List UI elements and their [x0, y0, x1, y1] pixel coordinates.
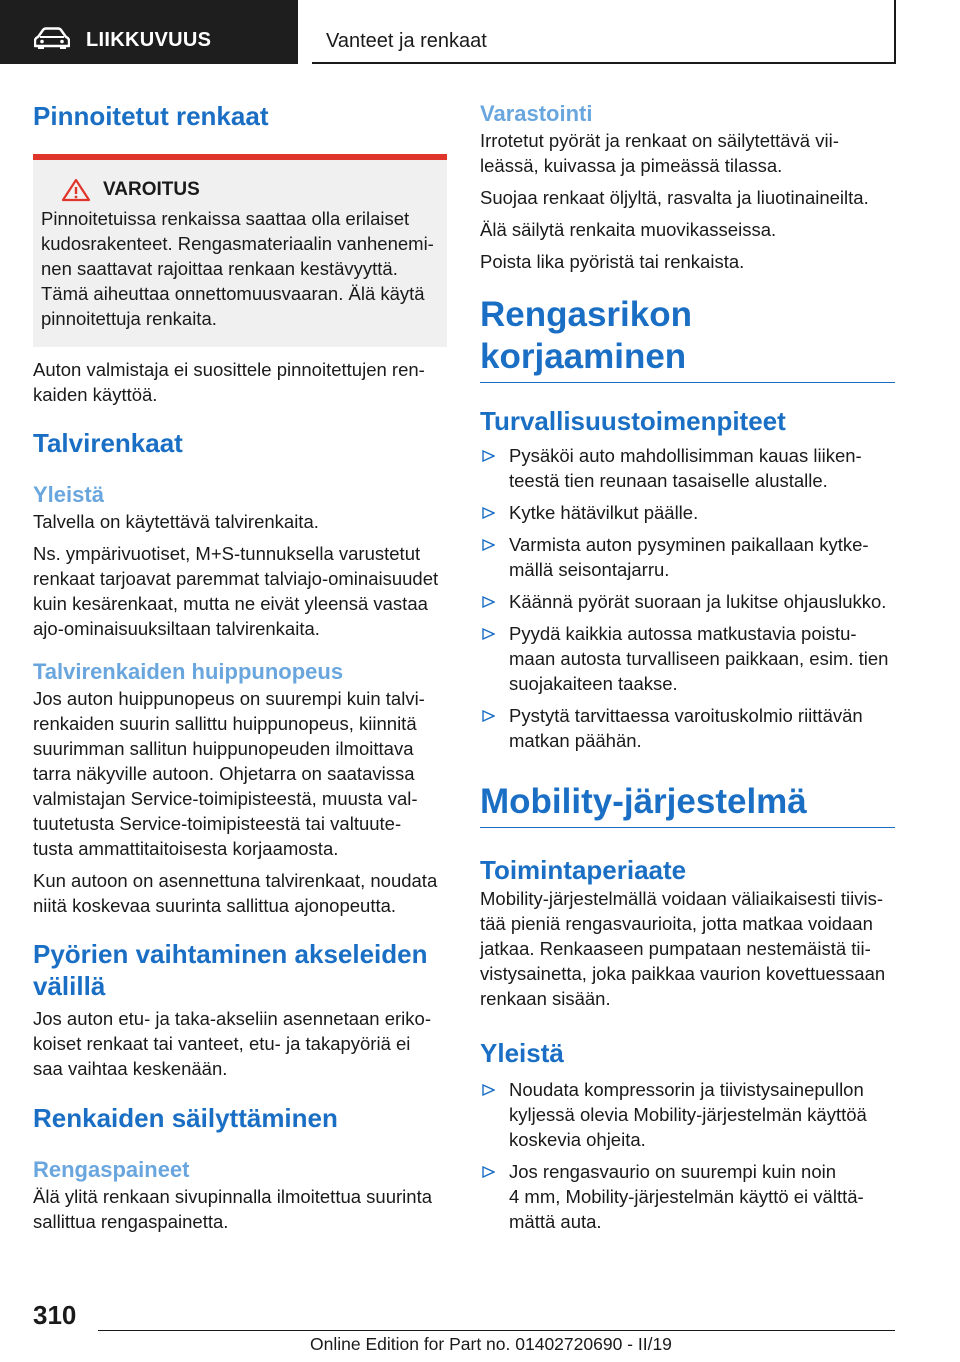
heading-huippunopeus: Talvirenkaiden huippunopeus — [33, 659, 344, 684]
text-line: koskevia ohjeita. — [509, 1129, 646, 1150]
text-line: jatkaa. Renkaaseen pumpataan nestemäistä tii- — [480, 938, 871, 959]
text-line: Pysäköi auto mahdollisimman kauas liiken- — [509, 445, 862, 466]
text-line: Ns. ympärivuotiset, M+S-tunnuksella varustetut — [33, 543, 421, 564]
heading-line: Pyörien vaihtaminen akseleiden — [33, 939, 428, 969]
text-line: Jos auton huippunopeus on suurempi kuin talvi- — [33, 688, 425, 709]
text-line: koiset renkaat tai vanteet, etu- ja takapyöriä ei — [33, 1033, 411, 1054]
paragraph-toimintaperiaate — [480, 886, 895, 1011]
triangle-bullet-icon — [482, 1084, 495, 1096]
text-line: Älä ylitä renkaan sivupinnalla ilmoitettua suurinta — [33, 1186, 432, 1207]
warning-text — [41, 206, 439, 331]
warning-triangle-icon — [61, 178, 91, 202]
text-line: teestä tien reunaan tasaiselle alustalle. — [509, 470, 828, 491]
paragraph-yleista-2 — [33, 541, 447, 641]
paragraph-varastointi-3: Älä säilytä renkaita muovikasseissa. — [480, 219, 777, 240]
paragraph-pinnoitetut — [33, 357, 447, 407]
heading-sailyttaminen: Renkaiden säilyttäminen — [33, 1103, 338, 1133]
triangle-bullet-icon — [482, 539, 495, 551]
heading-pinnoitetut: Pinnoitetut renkaat — [33, 101, 269, 131]
heading-pyorien-vaihtaminen — [33, 938, 447, 1002]
heading-rule — [480, 827, 895, 828]
paragraph-yleista-1 — [33, 509, 447, 534]
paragraph-varastointi-1 — [480, 128, 895, 178]
header-section-label: LIIKKUVUUS — [86, 29, 212, 51]
text-line: kuin kesärenkaat, mutta ne eivät yleensä vastaa — [33, 593, 428, 614]
text-line: 4 mm, Mobility-järjestelmän käyttö ei välttä- — [509, 1186, 864, 1207]
text-line: Mobility-järjestelmällä voidaan väliaikaisesti tiivis- — [480, 888, 884, 909]
text-line: Noudata kompressorin ja tiivistysainepullon — [509, 1079, 864, 1100]
text-line: Varmista auton pysyminen paikallaan kytke- — [509, 534, 869, 555]
text-line: tuutetusta Service-toimipisteestä tai valtuute- — [33, 813, 402, 834]
text-line: renkaat tarjoavat paremmat talviajo-ominaisuudet — [33, 568, 439, 589]
text-line: Pystytä tarvittaessa varoituskolmio riittävän — [509, 705, 863, 726]
header-chapter-tab — [312, 0, 896, 64]
triangle-bullet-icon — [482, 450, 495, 462]
text-line: kaiden käyttöä. — [33, 384, 158, 405]
list-item — [480, 703, 895, 753]
warning-box — [33, 154, 447, 347]
text-line: Pyydä kaikkia autossa matkustavia poistu- — [509, 623, 857, 644]
right-column — [480, 100, 895, 1241]
warning-line: Tämä aiheuttaa onnettomuusvaaran. Älä käytä — [41, 283, 425, 304]
heading-rengaspaineet: Rengaspaineet — [33, 1157, 190, 1182]
paragraph-huippunopeus-1 — [33, 686, 447, 861]
triangle-bullet-icon — [482, 596, 495, 608]
warning-line: pinnoitettuja renkaita. — [41, 308, 217, 329]
text-line: kyljessä olevia Mobility-järjestelmän käyttöä — [509, 1104, 867, 1125]
list-item — [480, 621, 895, 696]
footer-rule — [98, 1330, 895, 1331]
text-line: saa vaihtaa keskenään. — [33, 1058, 228, 1079]
page-number: 310 — [33, 1300, 77, 1330]
heading-line: välillä — [33, 971, 106, 1001]
paragraph-huippunopeus-2 — [33, 868, 447, 918]
safety-steps-list — [480, 443, 895, 753]
paragraph-varastointi-2: Suojaa renkaat öljyltä, rasvalta ja liuotinaineilta. — [480, 187, 869, 208]
text-line: Jos rengasvaurio on suurempi kuin noin — [509, 1161, 837, 1182]
left-column — [33, 100, 447, 1241]
list-item — [480, 443, 895, 493]
text-line: Kytke hätävilkut päälle. — [509, 502, 699, 523]
warning-line: kudosrakenteet. Rengasmateriaalin vanhenemi- — [41, 233, 434, 254]
warning-label: VAROITUS — [103, 179, 200, 200]
text-line: suojakaiteen taakse. — [509, 673, 678, 694]
text-line: tää pieniä rengasvaurioita, jotta matkaa voidaan — [480, 913, 873, 934]
heading-varastointi: Varastointi — [480, 101, 593, 126]
text-line: valmistajan Service-toimipisteestä, muusta val- — [33, 788, 418, 809]
warning-line: nen saattavat rajoittaa renkaan kestävyyttä. — [41, 258, 398, 279]
text-line: Talvella on käytettävä talvirenkaita. — [33, 511, 319, 532]
heading-yleista: Yleistä — [33, 482, 104, 507]
footer-edition: Online Edition for Part no. 01402720690 - II/19 — [310, 1334, 672, 1354]
list-item — [480, 532, 895, 582]
text-line: Auton valmistaja ei suosittele pinnoitettujen ren- — [33, 359, 425, 380]
heading-mobility-jarjestelma: Mobility-järjestelmä — [480, 782, 807, 821]
text-line: niitä koskevaa suurinta sallittua ajonopeutta. — [33, 895, 397, 916]
text-line: mättä auta. — [509, 1211, 602, 1232]
text-line: leässä, kuivassa ja pimeässä tilassa. — [480, 155, 783, 176]
car-icon — [34, 27, 70, 49]
text-line: Kun autoon on asennettuna talvirenkaat, noudata — [33, 870, 438, 891]
list-item — [480, 1077, 895, 1152]
text-line: suurimman sallitun huippunopeuden ilmoittava — [33, 738, 414, 759]
paragraph-rengaspaineet — [33, 1184, 447, 1234]
text-line: matkan päähän. — [509, 730, 642, 751]
heading-rengasrikon-korjaaminen: Rengasrikon korjaaminen — [480, 295, 692, 376]
list-item — [480, 589, 895, 614]
warning-line: Pinnoitetuissa renkaissa saattaa olla erilaiset — [41, 208, 410, 229]
heading-toimintaperiaate: Toimintaperiaate — [480, 855, 687, 885]
triangle-bullet-icon — [482, 1166, 495, 1178]
list-item — [480, 1159, 895, 1234]
mobility-notes-list — [480, 1077, 895, 1234]
triangle-bullet-icon — [482, 710, 495, 722]
text-line: Jos auton etu- ja taka-akseliin asennetaan eriko- — [33, 1008, 431, 1029]
list-item — [480, 500, 895, 525]
heading-talvirenkaat: Talvirenkaat — [33, 428, 183, 458]
triangle-bullet-icon — [482, 628, 495, 640]
text-line: renkaan sisään. — [480, 988, 611, 1009]
text-line: tusta ammattitaitoisesta korjaamosta. — [33, 838, 339, 859]
text-line: ajo-ominaisuuksiltaan talvirenkaita. — [33, 618, 320, 639]
heading-yleista-2: Yleistä — [480, 1038, 564, 1068]
text-line: Käännä pyörät suoraan ja lukitse ohjauslukko. — [509, 591, 887, 612]
heading-rule — [480, 382, 895, 383]
paragraph-varastointi-4: Poista lika pyöristä tai renkaista. — [480, 251, 745, 272]
header-section-tab — [0, 0, 298, 64]
text-line: tarra näkyville autoon. Ohjetarra on saatavissa — [33, 763, 415, 784]
text-line: maan autosta turvalliseen paikkaan, esim. tien — [509, 648, 889, 669]
header-chapter-label: Vanteet ja renkaat — [326, 30, 487, 52]
triangle-bullet-icon — [482, 507, 495, 519]
heading-turvallisuustoimenpiteet: Turvallisuustoimenpiteet — [480, 406, 786, 436]
text-line: sallittua rengaspainetta. — [33, 1211, 229, 1232]
text-line: vistysainetta, joka paikkaa vaurion kovettuessaan — [480, 963, 886, 984]
paragraph-pyorien — [33, 1006, 447, 1081]
warning-title — [41, 178, 439, 202]
text-line: mällä seisontajarru. — [509, 559, 670, 580]
text-line: renkaiden suurin sallittu huippunopeus, kiinnitä — [33, 713, 417, 734]
text-line: Irrotetut pyörät ja renkaat on säilytettävä vii- — [480, 130, 839, 151]
